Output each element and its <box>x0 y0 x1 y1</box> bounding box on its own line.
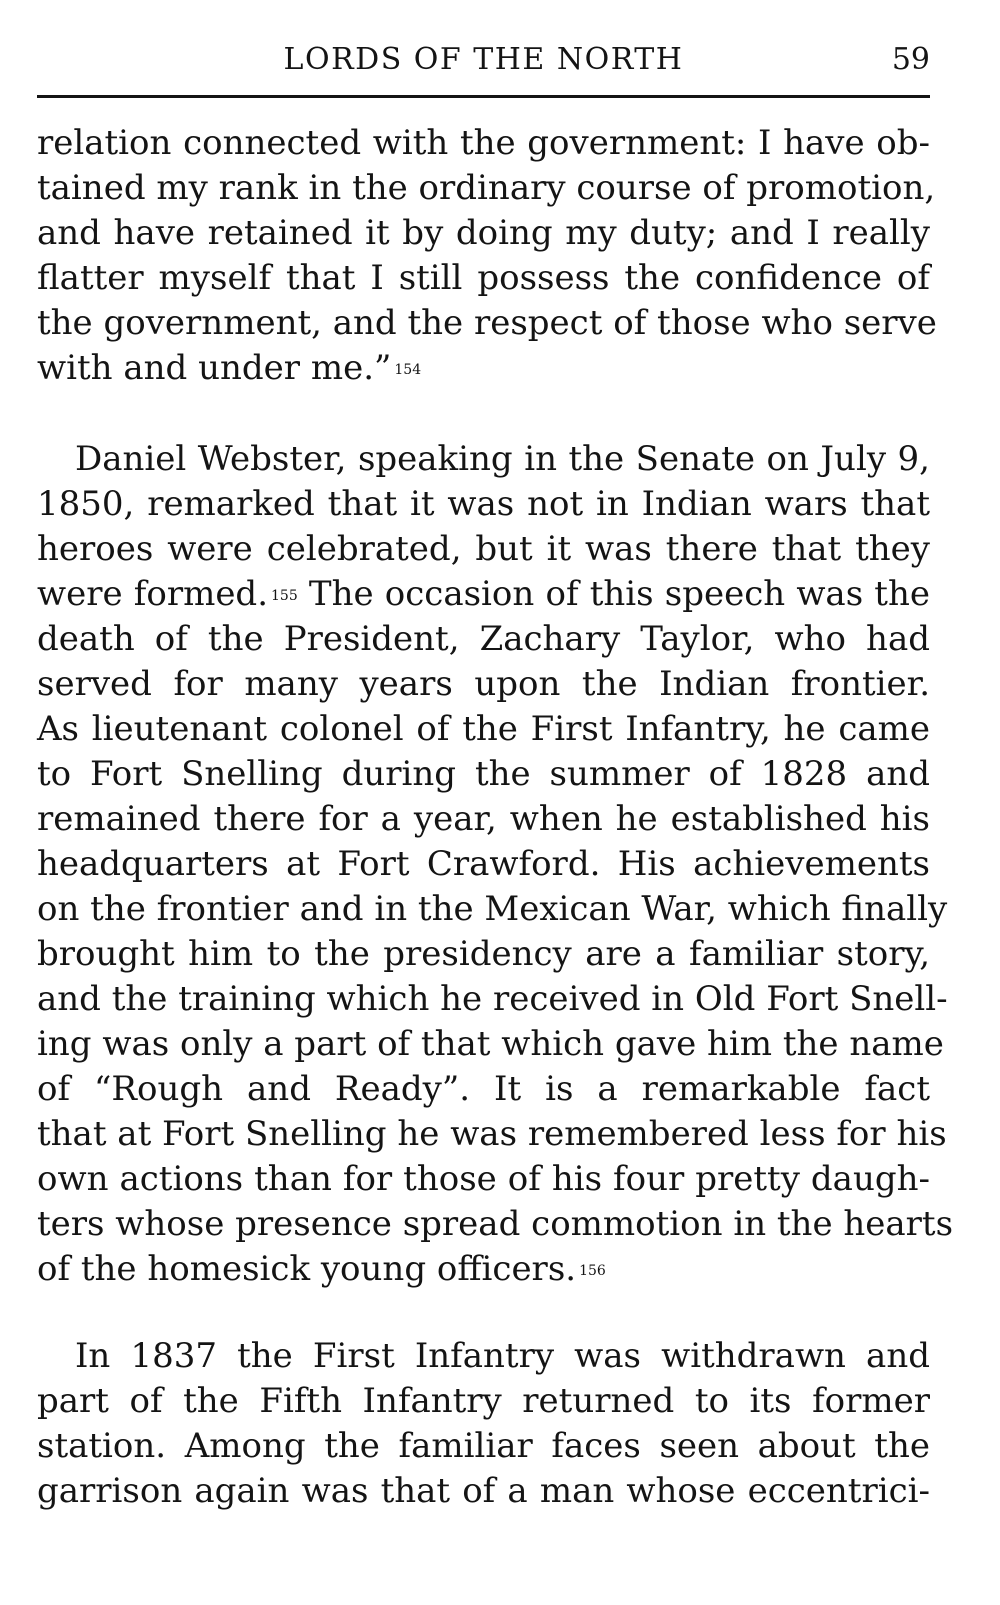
text-line: death of the President, Zachary Taylor, who had <box>37 619 930 659</box>
text-line: 1850, remarked that it was not in Indian wars that <box>37 484 930 524</box>
page-number: 59 <box>891 42 930 77</box>
text-line: In 1837 the First Infantry was withdrawn and <box>75 1336 930 1376</box>
text-line <box>37 572 930 617</box>
text-line: ters whose presence spread commotion in the hearts <box>37 1204 954 1244</box>
text-line: to Fort Snelling during the summer of 1828 and <box>37 754 930 794</box>
line-text: The occasion of this speech was the <box>297 574 930 614</box>
text-line: headquarters at Fort Crawford. His achievements <box>37 844 930 884</box>
text-line: As lieutenant colonel of the First Infantry, he came <box>37 709 930 749</box>
page-header <box>37 40 930 88</box>
paragraph-1 <box>37 121 937 391</box>
text-line: station. Among the familiar faces seen about the <box>37 1426 930 1466</box>
text-line: part of the Fifth Infantry returned to its former <box>37 1381 930 1421</box>
text-line: and the training which he received in Old Fort Snell- <box>37 979 948 1019</box>
footnote-marker: 154 <box>394 362 422 378</box>
text-line: flatter myself that I still possess the confidence of <box>37 258 930 298</box>
text-line <box>37 346 930 391</box>
text-line: Daniel Webster, speaking in the Senate on July 9, <box>75 439 930 479</box>
text-line: garrison again was that of a man whose eccentrici- <box>37 1471 930 1511</box>
text-line <box>37 1247 930 1292</box>
line-text: were formed. <box>37 574 269 614</box>
text-line: tained my rank in the ordinary course of promotion, <box>37 168 936 208</box>
text-line: brought him to the presidency are a familiar story, <box>37 934 930 974</box>
text-line: ing was only a part of that which gave him the name <box>37 1024 944 1064</box>
text-line: of “Rough and Ready”. It is a remarkable fact <box>37 1069 930 1109</box>
footnote-marker: 155 <box>271 588 298 604</box>
text-line: relation connected with the government: I have ob- <box>37 123 930 163</box>
text-line: heroes were celebrated, but it was there that they <box>37 529 930 569</box>
text-line: served for many years upon the Indian frontier. <box>37 664 930 704</box>
text-line: and have retained it by doing my duty; and I really <box>37 213 930 253</box>
text-line: own actions than for those of his four pretty daugh- <box>37 1159 930 1199</box>
text-line: that at Fort Snelling he was remembered less for his <box>37 1114 947 1154</box>
footnote-marker: 156 <box>579 1263 606 1279</box>
text-line: the government, and the respect of those who serve <box>37 303 937 343</box>
line-text: with and under me.” <box>37 348 392 388</box>
text-line: on the frontier and in the Mexican War, which finally <box>37 889 948 929</box>
paragraph-2 <box>37 437 954 1292</box>
header-rule <box>37 95 930 98</box>
text-line: remained there for a year, when he established his <box>37 799 930 839</box>
running-head: LORDS OF THE NORTH <box>283 42 684 77</box>
paragraph-3 <box>37 1334 930 1514</box>
line-text: of the homesick young officers. <box>37 1249 577 1289</box>
